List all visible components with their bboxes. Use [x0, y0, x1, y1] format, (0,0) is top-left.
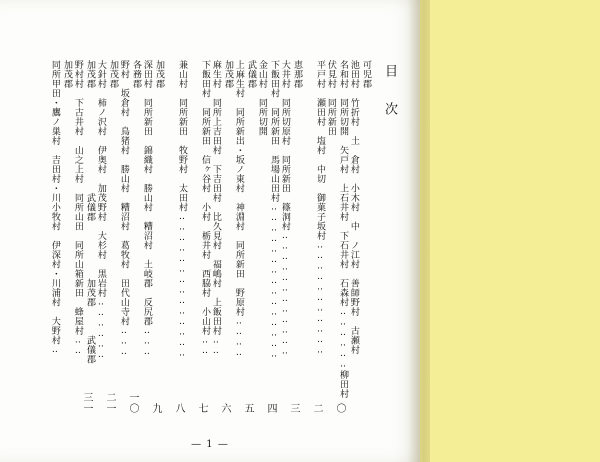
toc-entry	[142, 60, 165, 414]
toc-entry-text: 兼山村 同所新田 牧野村 太田村‥‥‥‥‥‥‥‥‥‥‥‥‥‥	[177, 60, 187, 359]
toc-entry-text: 可児郡	[361, 60, 371, 89]
toc-page-number: 一〇	[127, 392, 138, 414]
toc-column-list	[14, 60, 372, 414]
toc-entry	[73, 60, 96, 414]
folio-page-number: — 1 —	[191, 439, 229, 450]
toc-page-number: 〇	[334, 403, 345, 414]
toc-entry	[119, 60, 142, 414]
toc-entry-text: 野村 坂倉村 鳥猪村 勝山村 糟沼村 葛牧村 田代山寺村‥‥‥	[118, 60, 129, 358]
toc-entry-text: 加茂郡	[62, 60, 72, 89]
toc-page-number: 七	[196, 403, 207, 414]
toc-entry-text: 恵那郡	[292, 60, 302, 89]
toc-entry	[50, 60, 73, 414]
right-page	[430, 0, 600, 462]
toc-entry-text: 加茂郡	[223, 60, 233, 89]
toc-entry	[349, 60, 372, 414]
toc-entry-text: 下飯田村 同所新田 馬場山田村‥‥‥‥‥‥‥‥‥‥‥‥‥‥‥	[269, 60, 279, 360]
toc-entry-text: 名和村 同所切開 矢戸村 上石井村 下石井村 石森村‥‥‥‥‥‥柳田村	[338, 60, 348, 399]
toc-entry	[280, 60, 303, 414]
toc-entry	[211, 60, 234, 414]
toc-entry-text: 深田村 同所新田 錦織村 勝山村 糟沼村 土岐郡 反尻郡‥‥‥	[141, 60, 152, 358]
toc-page-number: 八	[173, 403, 184, 414]
toc-entry-text: 伏見村 同所新田	[325, 60, 336, 136]
toc-page-number: 四	[265, 403, 276, 414]
toc-page-number: 三一	[81, 392, 92, 414]
toc-page-number: 三	[288, 403, 299, 414]
toc-entry-text: 各務郡	[131, 60, 141, 89]
toc-entry-text: 大井村 同所切原村 同所新田 篠洞村‥‥‥‥‥‥‥‥‥‥‥‥	[279, 60, 290, 357]
toc-page-number: 二	[311, 403, 322, 414]
toc-entry	[234, 60, 257, 414]
toc-page-number: 六	[219, 403, 230, 414]
toc-entry-text: 加茂郡	[108, 60, 118, 89]
toc-entry-text: 加茂郡	[154, 60, 164, 89]
toc-page-number: 九	[150, 403, 161, 414]
toc-entry	[326, 60, 349, 414]
toc-entry	[257, 60, 280, 414]
toc-entry-text: 麻生村 同所上吉田村 下吉田村 比久見村 福嶋村 上飯田村‥‥	[210, 60, 221, 357]
toc-entry-text: 下飯田村 同所新田 信ヶ谷村 小村 栃井村 西脇村 小山村‥‥	[200, 60, 210, 357]
toc-entry-text: 大針村 柿ノ沢村 伊奥村 加茂野村 大杉村 黒岩村‥‥‥‥‥‥	[95, 60, 106, 361]
toc-entry	[96, 60, 119, 414]
toc-entry-text: 平戸村 瀬田村 塩村 中切 御菓子坂村‥‥‥‥‥‥‥‥‥‥‥	[315, 60, 325, 356]
toc-entry-text: 加茂郡 武儀郡 加茂郡 武儀郡	[85, 60, 95, 364]
toc-entry	[188, 60, 211, 414]
toc-page-number: 二一	[104, 392, 115, 414]
toc-entry-text: 武儀郡	[246, 60, 256, 89]
toc-entry-text: 同所甲田・鷹ノ巣村 吉田村・川小牧村 伊深村・川浦村 大野村‥	[49, 60, 60, 356]
page-title: 目 次	[382, 64, 397, 121]
toc-entry-text: 金山村 同所切開	[256, 60, 267, 136]
toc-entry	[165, 60, 188, 414]
toc-entry-text: 野村村 下古井村 山之上村 同所山田 同所山箱新田 蜂屋村‥‥	[72, 60, 83, 357]
toc-entry-text: 上麻生村 同所新出・坂ノ東村 神淵村 同所新田 野原村‥‥‥‥	[233, 60, 244, 359]
toc-page-number: 五	[242, 403, 253, 414]
toc-entry	[303, 60, 326, 414]
toc-entry-text: 池田村 竹折村 土 倉村 小木村 中 ノ江村 善師野村 古瀬村	[348, 60, 359, 355]
